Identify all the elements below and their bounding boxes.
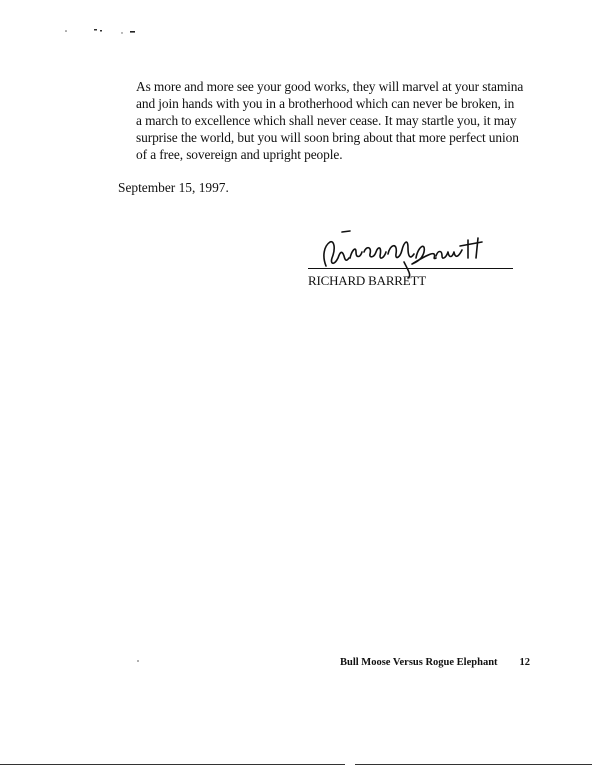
- letter-date: September 15, 1997.: [118, 180, 229, 195]
- signature-line: [308, 268, 513, 269]
- scan-bottom-edge: [0, 764, 592, 766]
- scan-edge-segment: [355, 764, 592, 765]
- scan-speck-marks: [60, 24, 150, 38]
- scan-speck-dot: [137, 660, 139, 662]
- footer-page-number: 12: [519, 657, 531, 668]
- page-footer: [340, 656, 530, 670]
- scan-edge-segment: [0, 764, 345, 765]
- body-paragraph: As more and more see your good works, they will marvel at your stamina and join hands with you in a brotherhood which can never be broken, in a march to excellence which shall never cease. It may startle you, it may surprise the world, but you will soon bring about that more perfect union of a free, sovereign and upright people.: [136, 79, 524, 162]
- signer-name: RICHARD BARRETT: [308, 273, 426, 288]
- footer-title: Bull Moose Versus Rogue Elephant: [340, 657, 498, 668]
